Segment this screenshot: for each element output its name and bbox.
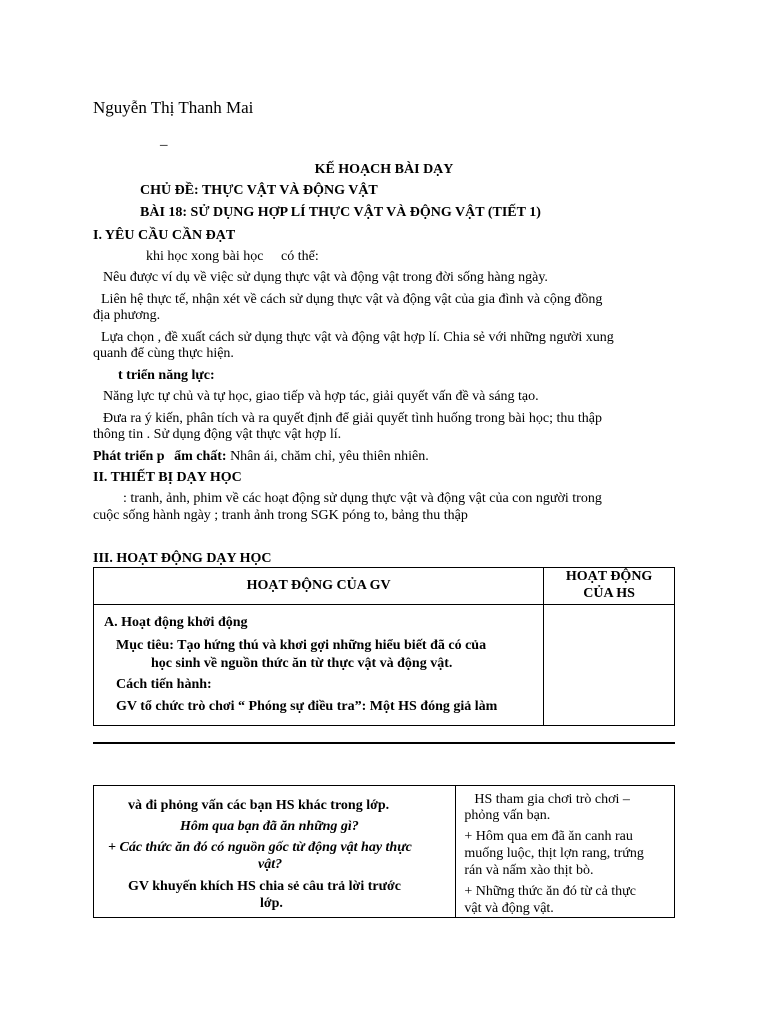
section3-heading: III. HOẠT ĐỘNG DẠY HỌC — [93, 551, 272, 566]
hs-continued-cell — [456, 786, 675, 918]
game-line: GV tổ chức trò chơi “ Phóng sự điều tra”: Một HS đóng giả làm — [116, 699, 498, 714]
title-main-text: KẾ HOẠCH BÀI DẠY — [314, 162, 454, 177]
col-header-gv-text: HOẠT ĐỘNG CỦA GV — [246, 577, 391, 593]
section2-heading: II. THIẾT BỊ DẠY HỌC — [93, 470, 242, 485]
col-header-hs — [544, 568, 675, 605]
hs-activity-cell-empty — [544, 605, 675, 726]
topic-title: CHỦ ĐỀ: THỰC VẬT VÀ ĐỘNG VẬT — [140, 183, 378, 198]
hs-response-1-line1: HS tham gia chơi trò chơi – — [474, 792, 630, 807]
competency-1: Năng lực tự chủ và tự học, giao tiếp và hợp tác, giải quyết vấn đề và sáng tạo. — [103, 389, 539, 404]
gv-interview-line: và đi phỏng vấn các bạn HS khác trong lớp. — [128, 798, 390, 813]
hs-response-3-line1: + Những thức ăn đó từ cả thực — [464, 884, 636, 899]
document-title — [0, 162, 768, 179]
quality-label-a: Phát triển p — [93, 449, 165, 464]
activity-table-1 — [93, 567, 675, 726]
section1-heading: I. YÊU CẦU CẦN ĐẠT — [93, 228, 236, 243]
quality-line — [93, 449, 429, 466]
hs-response-2-line2: muống luộc, thịt lợn rang, trứng — [464, 846, 644, 861]
col-header-hs-line1: HOẠT ĐỘNG — [565, 569, 653, 584]
activity-table-2 — [93, 785, 675, 918]
hs-response-3-line2: vật và động vật. — [464, 901, 554, 916]
competency-2-line1: Đưa ra ý kiến, phân tích và ra quyết định để giải quyết tình huống trong bài học; thu thập — [103, 411, 603, 426]
quality-label-b: ẩm chất: — [174, 449, 227, 464]
author-name: Nguyễn Thị Thanh Mai — [93, 98, 254, 117]
question-2-line1: + Các thức ăn đó có nguồn gốc từ động vật hay thực — [108, 840, 412, 855]
hs-response-2-line3: rán và nấm xào thịt bò. — [464, 863, 594, 878]
competency-heading: t triển năng lực: — [118, 368, 215, 383]
activity-title: A. Hoạt động khởi động — [104, 615, 248, 630]
equipment-line2: cuộc sống hành ngày ; tranh ảnh trong SGK póng to, bảng thu thập — [93, 508, 468, 523]
goal-line1: Mục tiêu: Tạo hứng thú và khơi gợi những hiểu biết đã có của — [116, 638, 487, 653]
header-dash: – — [160, 137, 168, 153]
question-2-line2: vật? — [258, 857, 283, 872]
encourage-line1: GV khuyến khích HS chia sẻ câu trả lời trước — [128, 879, 401, 894]
question-1: Hôm qua bạn đã ăn những gì? — [180, 819, 359, 834]
competency-2-line2: thông tin . Sử dụng động vật thực vật hợp lí. — [93, 427, 342, 442]
gv-continued-cell — [94, 786, 456, 918]
quality-text: Nhân ái, chăm chỉ, yêu thiên nhiên. — [230, 449, 429, 464]
method-label: Cách tiến hành: — [116, 677, 212, 692]
section1-intro-b: có thể: — [281, 249, 319, 264]
section1-intro-a: khi học xong bài học — [146, 249, 264, 264]
gv-activity-cell — [94, 605, 544, 726]
hs-response-1-line2: phỏng vấn bạn. — [464, 808, 551, 823]
objective-3-line2: quanh để cùng thực hiện. — [93, 346, 234, 361]
objective-2-line1: Liên hệ thực tế, nhận xét về cách sử dụng thực vật và động vật của gia đình và cộng đồng — [101, 292, 603, 307]
encourage-line2: lớp. — [260, 896, 283, 911]
goal-line2: học sinh về nguồn thức ăn từ thực vật và động vật. — [151, 656, 453, 671]
col-header-hs-line2: CỦA HS — [583, 585, 635, 601]
page-divider — [93, 742, 675, 744]
objective-2-line2: địa phương. — [93, 308, 161, 323]
objective-1: Nêu được ví dụ về việc sử dụng thực vật và động vật trong đời sống hàng ngày. — [103, 270, 548, 285]
objective-3-line1: Lựa chọn , đề xuất cách sử dụng thực vật và động vật hợp lí. Chia sẻ với những người xung — [101, 330, 614, 345]
lesson-title: BÀI 18: SỬ DỤNG HỢP LÍ THỰC VẬT VÀ ĐỘNG VẬT (TIẾT 1) — [140, 205, 541, 220]
col-header-gv — [94, 568, 544, 605]
equipment-line1: : tranh, ảnh, phim về các hoạt động sử dụng thực vật và động vật của con người trong — [123, 491, 602, 506]
hs-response-2-line1: + Hôm qua em đã ăn canh rau — [464, 829, 633, 844]
